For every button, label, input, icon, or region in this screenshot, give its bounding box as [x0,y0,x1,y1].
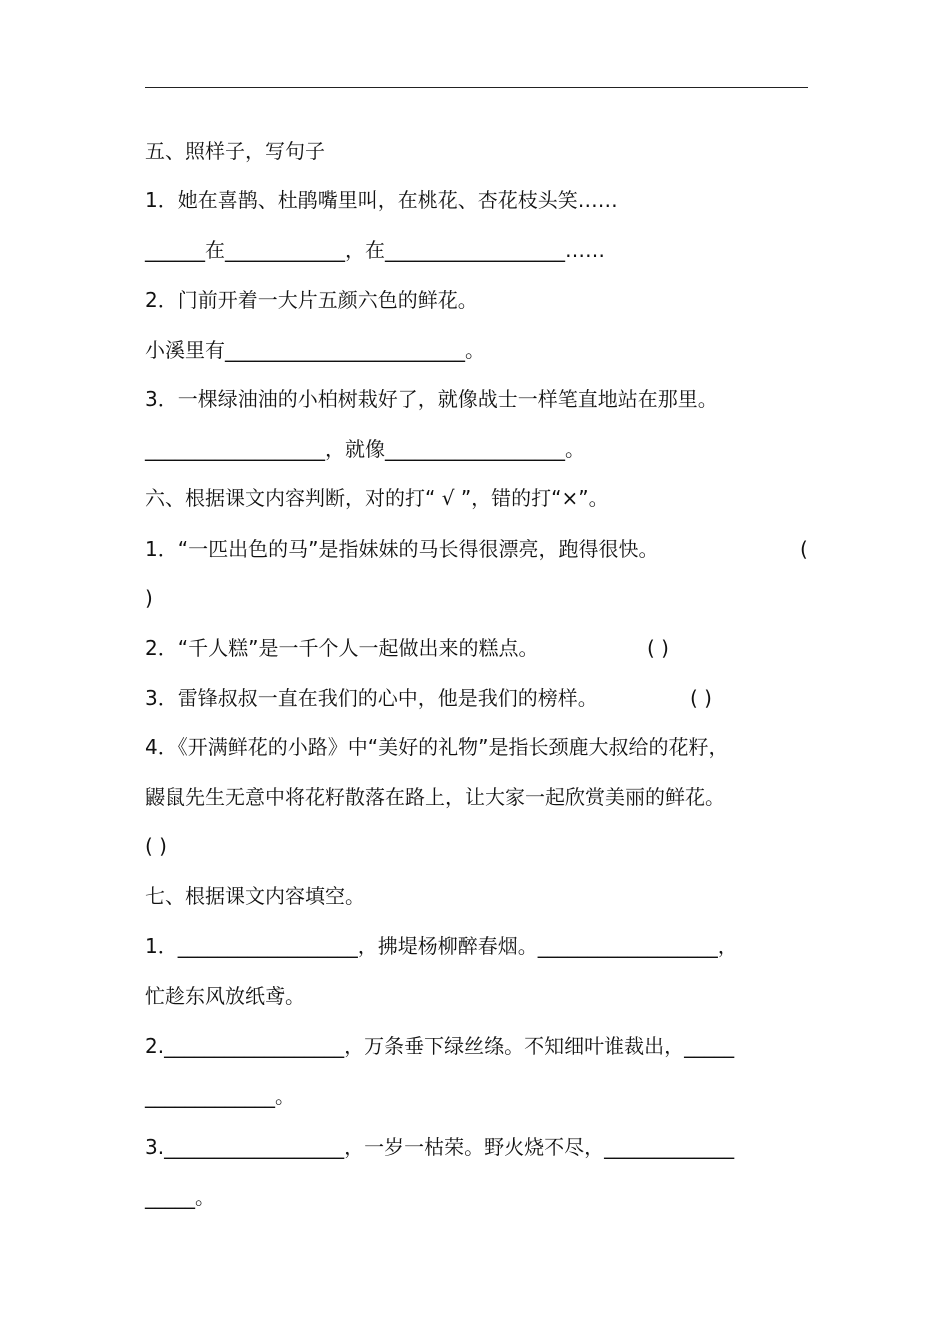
section7-item-3-line2[interactable]: _____。 [145,1185,215,1209]
section6-item-2-text: 2．“千人糕”是一千个人一起做出来的糕点。 [145,636,539,660]
section5-heading: 五、照样子，写句子 [145,139,325,163]
section6-item-1-paren-open[interactable]: ( [800,537,808,561]
section6-item-2-paren[interactable]: ( ) [647,636,669,660]
section5-q3-answer-line[interactable]: __________________，就像__________________。 [145,437,585,461]
section6-item-4-text-line1: 4．《开满鲜花的小路》中“美好的礼物”是指长颈鹿大叔给的花籽， [145,735,729,759]
section6-item-3-text: 3．雷锋叔叔一直在我们的心中，他是我们的榜样。 [145,686,598,710]
section7-heading: 七、根据课文内容填空。 [145,884,365,908]
section7-item-1-line2: 忙趁东风放纸鸢。 [145,984,305,1008]
section6-item-1-paren-close[interactable]: ) [145,586,153,610]
section5-q1-example: 1．她在喜鹊、杜鹃嘴里叫，在桃花、杏花枝头笑…… [145,188,618,212]
section7-item-2-line1[interactable]: 2.__________________，万条垂下绿丝绦。不知细叶谁裁出，_____ [145,1034,735,1058]
section6-item-4-paren[interactable]: ( ) [145,834,167,858]
section5-q1-answer-line[interactable]: ______在____________，在__________________…… [145,238,605,262]
header-rule [145,87,808,88]
section5-q2-example: 2．门前开着一大片五颜六色的鲜花。 [145,288,478,312]
section5-q2-answer-line[interactable]: 小溪里有________________________。 [145,338,485,362]
section6-item-4-text-line2: 鼹鼠先生无意中将花籽散落在路上，让大家一起欣赏美丽的鲜花。 [145,785,725,809]
section7-item-3-line1[interactable]: 3.__________________，一岁一枯荣。野火烧不尽，_____________ [145,1135,735,1159]
section6-heading: 六、根据课文内容判断，对的打“ √ ”，错的打“×”。 [145,486,609,510]
section7-item-2-line2[interactable]: _____________。 [145,1084,295,1108]
section7-item-1-line1[interactable]: 1．__________________，拂堤杨柳醉春烟。__________________， [145,934,738,958]
section6-item-3-paren[interactable]: ( ) [690,686,712,710]
section5-q3-example: 3．一棵绿油油的小柏树栽好了，就像战士一样笔直地站在那里。 [145,387,718,411]
section6-item-1-text: 1．“一匹出色的马”是指妹妹的马长得很漂亮，跑得很快。 [145,537,659,561]
